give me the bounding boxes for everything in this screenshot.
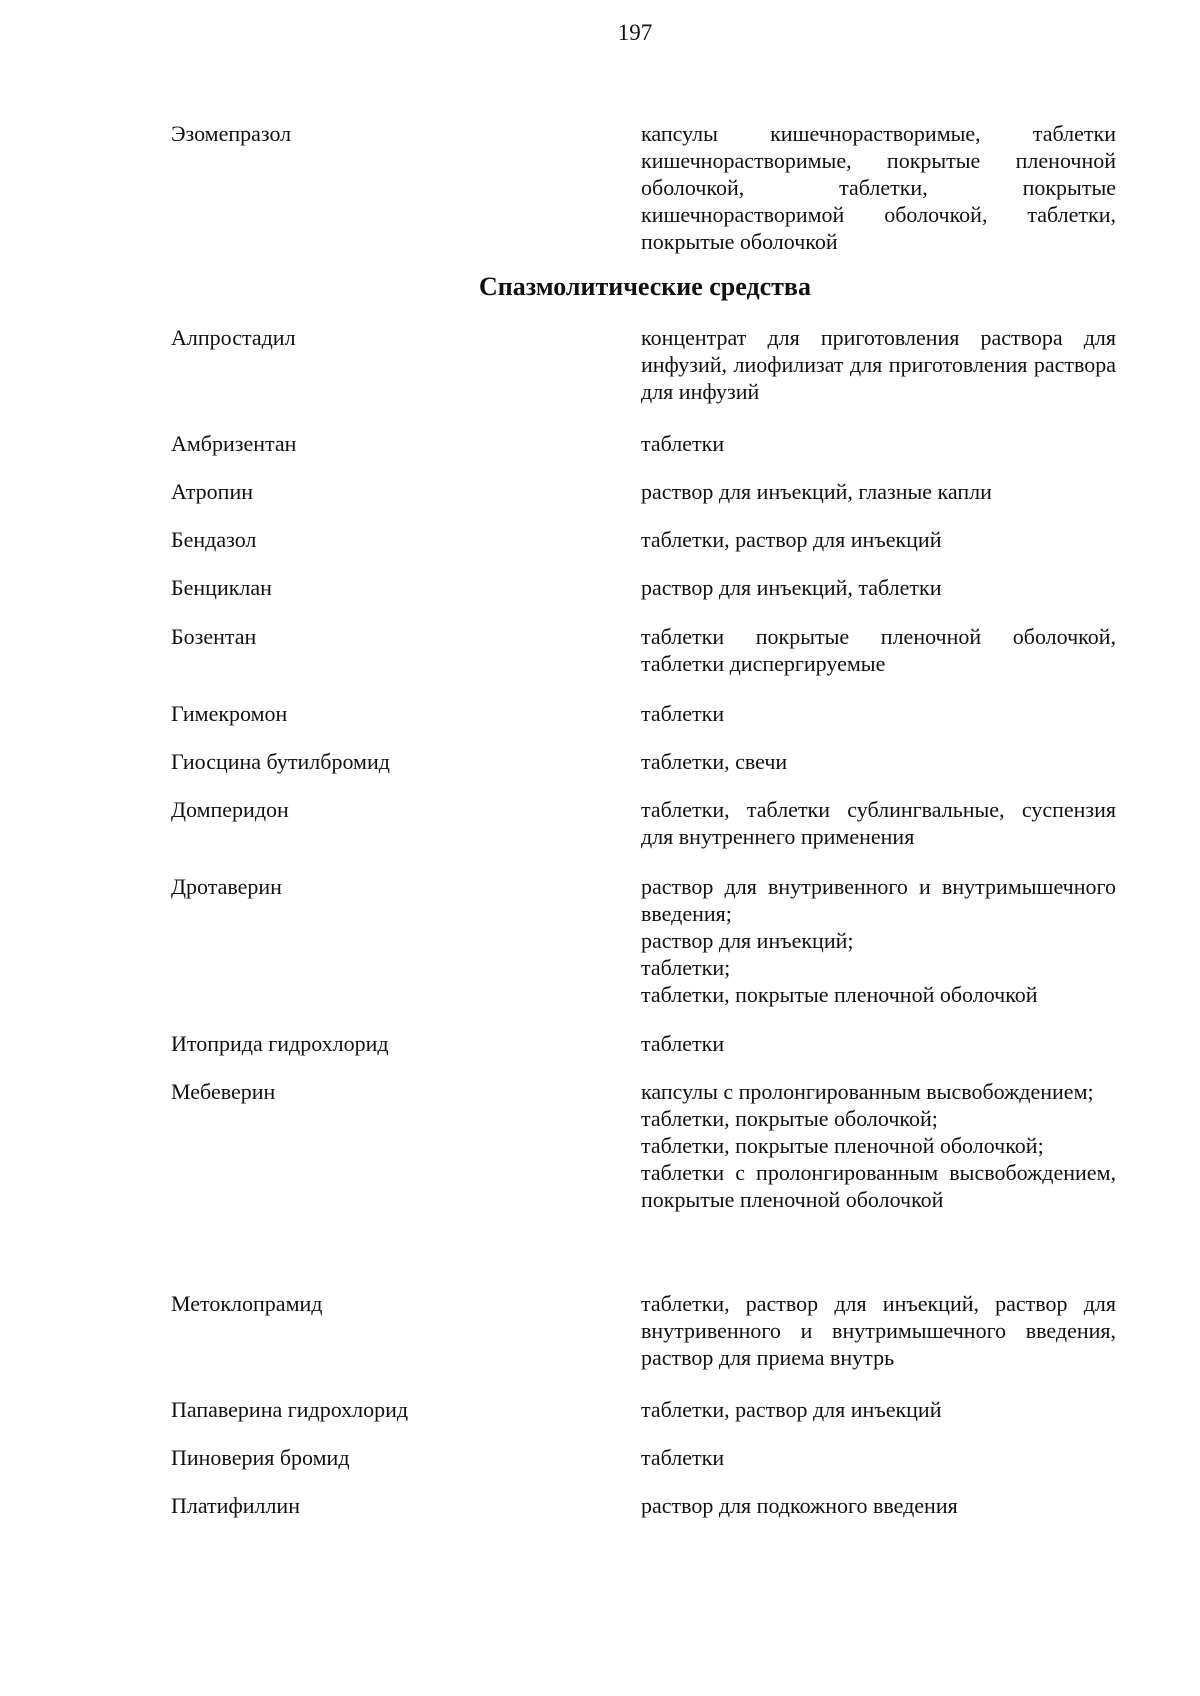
drug-name: Бендазол <box>171 527 257 552</box>
drug-name: Папаверина гидрохлорид <box>171 1397 409 1422</box>
dosage-form: раствор для подкожного введения <box>641 1493 958 1518</box>
drug-name: Домперидон <box>171 797 289 822</box>
drug-name: Итоприда гидрохлорид <box>171 1031 389 1056</box>
drug-name: Метоклопрамид <box>171 1291 323 1316</box>
section-title: Спазмолитические средства <box>479 272 811 301</box>
dosage-form: таблетки покрытые пленочной оболочкой, таблетки диспергируемые <box>641 624 1116 676</box>
dosage-form-line: капсулы с пролонгированным высвобождением; <box>641 1079 1094 1104</box>
drug-row <box>171 1078 1116 1213</box>
page-number: 197 <box>617 20 653 45</box>
dosage-form: таблетки, свечи <box>641 749 788 774</box>
dosage-form-line: таблетки с пролонгированным высвобождением, покрытые пленочной оболочкой <box>641 1160 1116 1212</box>
drug-row <box>171 478 1116 505</box>
dosage-form-line: раствор для инъекций; <box>641 928 854 953</box>
dosage-form: таблетки <box>641 701 725 726</box>
drug-row <box>171 430 1116 457</box>
dosage-form <box>641 873 1116 1008</box>
dosage-form: концентрат для приготовления раствора для инфузий, лиофилизат для приготовления раствора для инфузий <box>641 325 1116 404</box>
drug-name: Дротаверин <box>171 874 282 899</box>
drug-row <box>171 1492 1116 1519</box>
dosage-form-line: раствор для внутривенного и внутримышечного введения; <box>641 874 1116 926</box>
drug-name: Алпростадил <box>171 325 296 350</box>
dosage-form: таблетки, раствор для инъекций, раствор для внутривенного и внутримышечного введения, раствор для приема внутрь <box>641 1291 1116 1370</box>
drug-name: Платифиллин <box>171 1493 300 1518</box>
drug-row <box>171 796 1116 850</box>
drug-name: Мебеверин <box>171 1079 276 1104</box>
drug-name: Эзомепразол <box>171 121 292 146</box>
drug-name: Амбризентан <box>171 431 297 456</box>
dosage-form-line: таблетки, покрытые пленочной оболочкой; <box>641 1133 1044 1158</box>
dosage-form: раствор для инъекций, таблетки <box>641 575 942 600</box>
dosage-form: таблетки, раствор для инъекций <box>641 1397 942 1422</box>
drug-name: Бенциклан <box>171 575 272 600</box>
dosage-form-line: таблетки; <box>641 955 731 980</box>
drug-row <box>171 748 1116 775</box>
dosage-form: таблетки, раствор для инъекций <box>641 527 942 552</box>
drug-row <box>171 324 1116 405</box>
dosage-form: таблетки <box>641 1445 725 1470</box>
drug-row <box>171 1030 1116 1057</box>
drug-row <box>171 1396 1116 1423</box>
drug-name: Гимекромон <box>171 701 288 726</box>
drug-row <box>171 700 1116 727</box>
dosage-form: таблетки <box>641 431 725 456</box>
drug-name: Атропин <box>171 479 253 504</box>
drug-name: Пиноверия бромид <box>171 1445 350 1470</box>
dosage-form: таблетки, таблетки сублингвальные, суспензия для внутреннего применения <box>641 797 1116 849</box>
dosage-form-line: таблетки, покрытые пленочной оболочкой <box>641 982 1038 1007</box>
drug-name: Гиосцина бутилбромид <box>171 749 390 774</box>
drug-row <box>171 1290 1116 1371</box>
drug-row <box>171 574 1116 601</box>
drug-row <box>171 1444 1116 1471</box>
dosage-form: таблетки <box>641 1031 725 1056</box>
drug-row <box>171 623 1116 677</box>
dosage-form: раствор для инъекций, глазные капли <box>641 479 992 504</box>
dosage-form-line: таблетки, покрытые оболочкой; <box>641 1106 938 1131</box>
drug-row <box>171 120 1116 255</box>
dosage-form: капсулы кишечнорастворимые, таблетки кишечнорастворимые, покрытые пленочной оболочкой, таблетки, покрытые кишечнорастворимой оболочкой, таблетки, покрытые оболочкой <box>641 121 1116 254</box>
drug-row <box>171 526 1116 553</box>
dosage-form <box>641 1078 1116 1213</box>
drug-name: Бозентан <box>171 624 257 649</box>
drug-row <box>171 873 1116 1008</box>
